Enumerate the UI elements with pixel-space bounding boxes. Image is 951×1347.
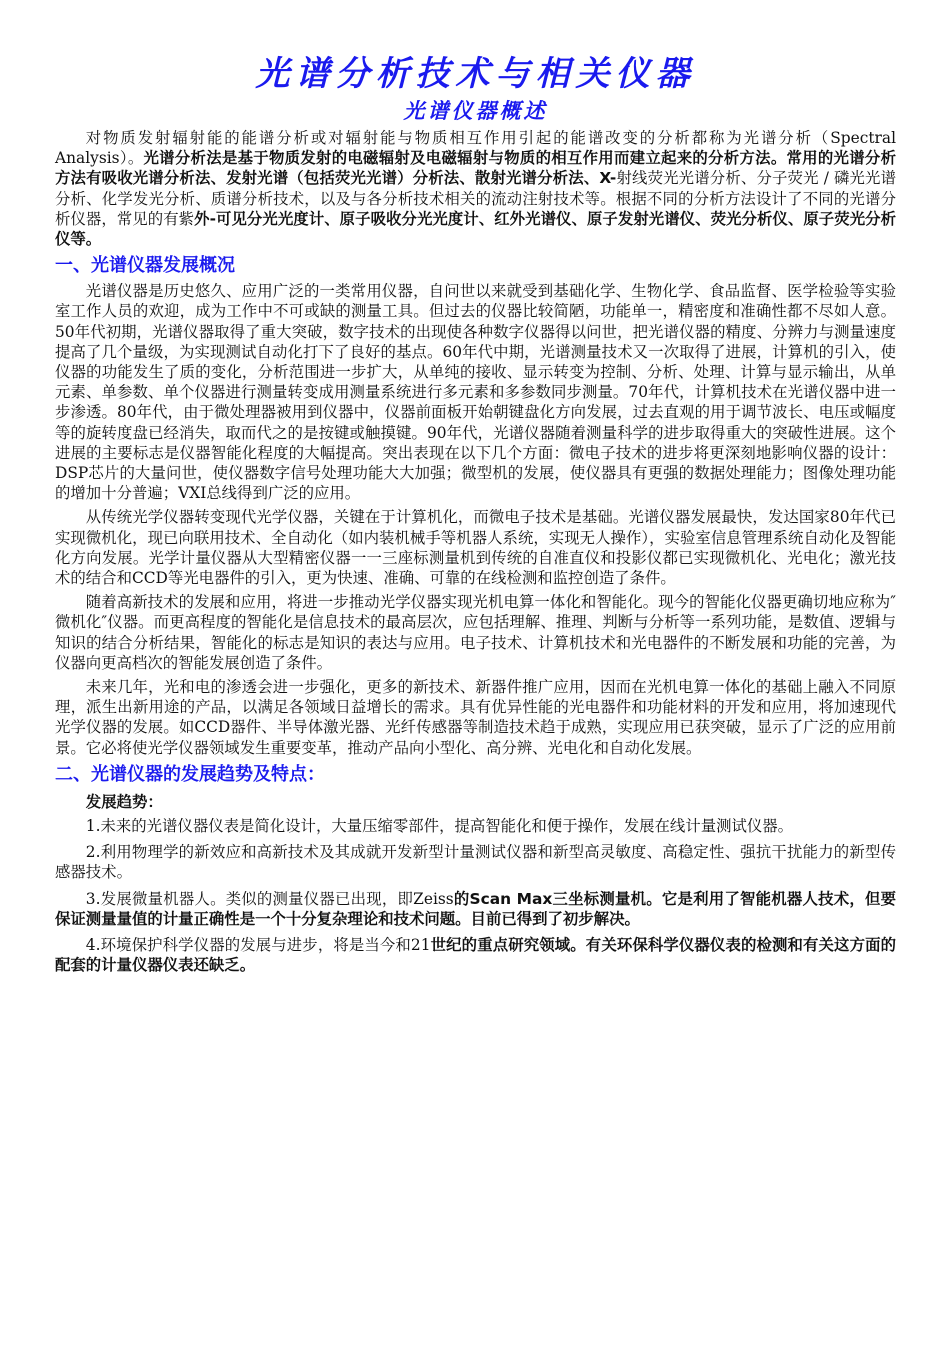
intro-part-1: 对物质发射辐射能的能谱分析或对辐射能与物质相互作用引起的能谱改变的分析都称为光谱分析（Spectral Analysis）。 (55, 129, 896, 168)
trend-item-3 (55, 889, 896, 929)
trend-item-4-bold: 世纪的重点研究领域。有关环保科学仪器仪表的检测和有关这方面的配套的计量仪器仪表还缺乏。 (55, 935, 896, 975)
trend-item-4 (55, 935, 896, 975)
intro-part-2: 光谱分析法是基于物质发射的电磁辐射及电磁辐射与物质的相互作用而建立起来的分析方法。常用的光谱分析方法有吸收光谱分析法、发射光谱（包括荧光光谱）分析法、散射光谱分析法、X- (55, 149, 896, 188)
intro-part-4: 外-可见分光光度计、原子吸收分光光度计、红外光谱仪、原子发射光谱仪、荧光分析仪、原子荧光分析仪等。 (55, 209, 896, 249)
section-1-paragraph-2: 从传统光学仪器转变现代光学仪器，关键在于计算机化，而微电子技术是基础。光谱仪器发展最快，发达国家80年代已实现微机化，现已向联用技术、全自动化（如内装机械手等机器人系统，实现无人操作），实验室信息管理系统自动化及智能化方向发展。光学计量仪器从大型精密仪器一一三座标测量机到传统的自准直仪和投影仪都已实现微机化、光电化；激光技术的结合和CCD等光电器件的引入，更为快速、准确、可靠的在线检测和监控创造了条件。 (55, 508, 896, 588)
section-1-paragraph-3: 随着高新技术的发展和应用，将进一步推动光学仪器实现光机电算一体化和智能化。现今的智能化仪器更确切地应称为″微机化″仪器。而更高程度的智能化是信息技术的最高层次，应包括理解、推理、判断与分析等一系列功能，是数值、逻辑与知识的结合分析结果，智能化的标志是知识的表达与应用。电子技术、计算机技术和光电器件的不断发展和功能的完善，为仪器向更高档次的智能发展创造了条件。 (55, 593, 896, 672)
section-1-heading: 一、光谱仪器发展概况 (55, 255, 235, 277)
trend-subheading: 发展趋势： (85, 792, 163, 811)
document-subtitle: 光谱仪器概述 (403, 98, 548, 123)
trend-item-4-text: 4.环境保护科学仪器的发展与进步，将是当今和21 (85, 935, 431, 954)
trend-item-1-text: 1.未来的光谱仪器仪表是简化设计，大量压缩零部件，提高智能化和便于操作，发展在线计量测试仪器。 (85, 816, 794, 835)
trend-item-3-bold: 的Scan Max三坐标测量机。它是利用了智能机器人技术，但要保证测量量值的计量正确性是一个十分复杂理论和技术问题。目前已得到了初步解决。 (55, 889, 896, 928)
intro-paragraph (55, 128, 896, 249)
section-2-heading: 二、光谱仪器的发展趋势及特点： (55, 763, 325, 785)
document-title: 光谱分析技术与相关仪器 (255, 54, 696, 94)
trend-item-2 (55, 842, 896, 882)
intro-part-3: 射线荧光光谱分析、分子荧光 / 磷光光谱分析、化学发光分析、质谱分析技术，以及与各分析技术相关的流动注射技术等。根据不同的分析方法设计了不同的光谱分析仪器，常见的有紫 (55, 169, 896, 228)
trend-item-3-text: 3.发展微量机器人。类似的测量仪器已出现，即Zeiss (85, 889, 454, 908)
trend-item-1 (55, 816, 896, 836)
trend-item-2-text: 2.利用物理学的新效应和高新技术及其成就开发新型计量测试仪器和新型高灵敏度、高稳定性、强抗干扰能力的新型传感器技术。 (55, 843, 896, 882)
section-1-paragraph-1: 光谱仪器是历史悠久、应用广泛的一类常用仪器，自问世以来就受到基础化学、生物化学、食品监督、医学检验等实验室工作人员的欢迎，成为工作中不可或缺的测量工具。但过去的仪器比较简陋，功能单一，精密度和准确性都不尽如人意。50年代初期，光谱仪器取得了重大突破，数字技术的出现使各种数字仪器得以问世，把光谱仪器的精度、分辨力与测量速度提高了几个量级，为实现测试自动化打下了良好的基点。60年代中期，光谱测量技术又一次取得了进展，计算机的引入，使仪器的功能发生了质的变化，分析范围进一步扩大，从单纯的接收、显示转变为控制、分析、处理、计算与显示输出，从单元素、单参数、单个仪器进行测量转变成用测量系统进行多元素和多参数同步测量。70年代，计算机技术在光谱仪器中进一步渗透。80年代，由于微处理器被用到仪器中，仪器前面板开始朝键盘化方向发展，过去直观的用于调节波长、电压或幅度等的旋转度盘已经消失，取而代之的是按键或触摸键。90年代，光谱仪器随着测量科学的进步取得重大的突破性进展。这个进展的主要标志是仪器智能化程度的大幅提高。突出表现在以下几个方面：微电子技术的进步将更深刻地影响仪器的设计：DSP芯片的大量问世，使仪器数字信号处理功能大大加强；微型机的发展，使仪器具有更强的数据处理能力；图像处理功能的增加十分普遍；VXI总线得到广泛的应用。 (55, 282, 896, 503)
section-1-paragraph-4: 未来几年，光和电的渗透会进一步强化，更多的新技术、新器件推广应用，因而在光机电算一体化的基础上融入不同原理，派生出新用途的产品，以满足各领域日益增长的需求。具有优异性能的光电器件和功能材料的开发和应用，将加速现代光学仪器的发展。如CCD器件、半导体激光器、光纤传感器等制造技术趋于成熟，实现应用已获突破，显示了广泛的应用前景。它必将使光学仪器领域发生重要变革，推动产品向小型化、高分辨、光电化和自动化发展。 (55, 678, 896, 757)
